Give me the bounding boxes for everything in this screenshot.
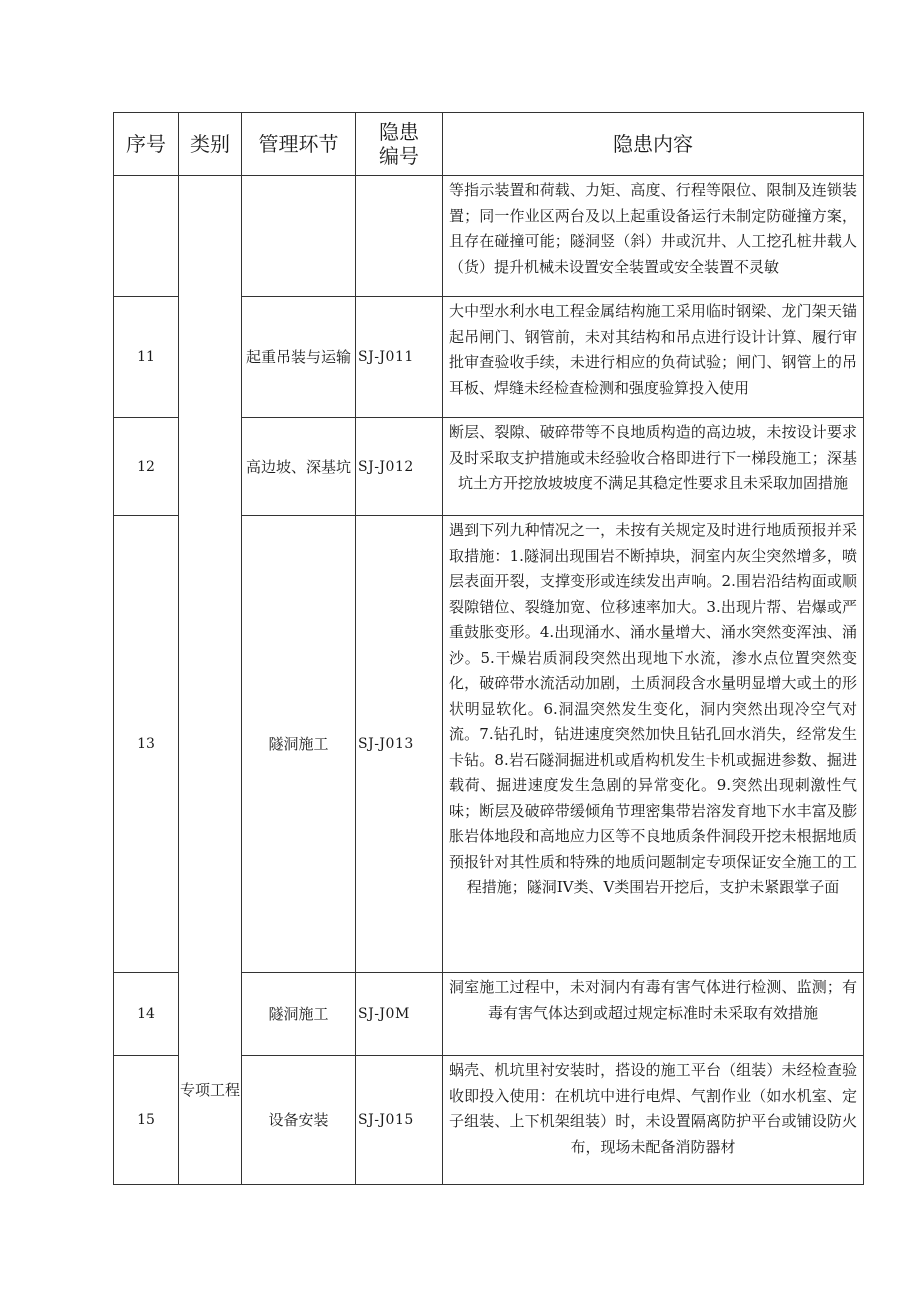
seq-cell: 13 [114, 516, 179, 973]
content-cell: 蜗壳、机坑里衬安装时，搭设的施工平台（组装）未经检查验收即投入使用：在机坑中进行电焊、气割作业（如水机室、定子组装、上下机架组装）时，未设置隔离防护平台或铺设防火布，现场未配备消防器材 [443, 1056, 864, 1185]
header-code: 隐患编号 [356, 113, 443, 176]
hazard-table [113, 112, 864, 1185]
stage-cell: 设备安装 [242, 1056, 356, 1185]
category-cell: 专项工程 [179, 176, 242, 1185]
stage-cell [242, 176, 356, 297]
content-cell: 洞室施工过程中，未对洞内有毒有害气体进行检测、监测；有毒有害气体达到或超过规定标准时未采取有效措施 [443, 973, 864, 1056]
code-cell: SJ-J0M [356, 973, 443, 1056]
stage-cell: 起重吊装与运输 [242, 297, 356, 418]
code-cell [356, 176, 443, 297]
header-category: 类别 [179, 113, 242, 176]
header-row [114, 113, 864, 176]
content-cell: 遇到下列九种情况之一，未按有关规定及时进行地质预报并采取措施：1.隧洞出现围岩不断掉块，洞室内灰尘突然增多，喷层表面开裂，支撑变形或连续发出声响。2.围岩沿结构面或顺裂隙错位、裂缝加宽、位移速率加大。3.出现片帮、岩爆或严重鼓胀变形。4.出现涌水、涌水量增大、涌水突然变浑浊、涌沙。5.干燥岩质洞段突然出现地下水流，渗水点位置突然变化，破碎带水流活动加剧，土质洞段含水量明显增大或土的形状明显软化。6.洞温突然发生变化，洞内突然出现冷空气对流。7.钻孔时，钻进速度突然加快且钻孔回水消失，经常发生卡钻。8.岩石隧洞掘进机或盾构机发生卡机或掘进参数、掘进载荷、掘进速度发生急剧的异常变化。9.突然出现刺激性气味；断层及破碎带缓倾角节理密集带岩溶发育地下水丰富及膨胀岩体地段和高地应力区等不良地质条件洞段开挖未根据地质预报针对其性质和特殊的地质问题制定专项保证安全施工的工程措施；隧洞IV类、V类围岩开挖后，支护未紧跟掌子面 [443, 516, 864, 973]
header-seq: 序号 [114, 113, 179, 176]
code-cell: SJ-J015 [356, 1056, 443, 1185]
header-stage: 管理环节 [242, 113, 356, 176]
stage-cell: 隧洞施工 [242, 973, 356, 1056]
stage-cell: 隧洞施工 [242, 516, 356, 973]
code-cell: SJ-J012 [356, 418, 443, 516]
seq-cell: 11 [114, 297, 179, 418]
table-row [114, 176, 864, 297]
seq-cell [114, 176, 179, 297]
seq-cell: 12 [114, 418, 179, 516]
content-cell: 断层、裂隙、破碎带等不良地质构造的高边坡，未按设计要求及时采取支护措施或未经验收合格即进行下一梯段施工；深基坑土方开挖放坡坡度不满足其稳定性要求且未采取加固措施 [443, 418, 864, 516]
code-cell: SJ-J011 [356, 297, 443, 418]
seq-cell: 14 [114, 973, 179, 1056]
content-cell: 等指示装置和荷载、力矩、高度、行程等限位、限制及连锁装置；同一作业区两台及以上起重设备运行未制定防碰撞方案，且存在碰撞可能；隧洞竖（斜）井或沉井、人工挖孔桩井载人（货）提升机械未设置安全装置或安全装置不灵敏 [443, 176, 864, 297]
stage-cell: 高边坡、深基坑 [242, 418, 356, 516]
header-content: 隐患内容 [443, 113, 864, 176]
code-cell: SJ-J013 [356, 516, 443, 973]
seq-cell: 15 [114, 1056, 179, 1185]
content-cell: 大中型水利水电工程金属结构施工采用临时钢梁、龙门架天锚起吊闸门、钢管前，未对其结构和吊点进行设计计算、履行审批审查验收手续，未进行相应的负荷试验；闸门、钢管上的吊耳板、焊缝未经检查检测和强度验算投入使用 [443, 297, 864, 418]
